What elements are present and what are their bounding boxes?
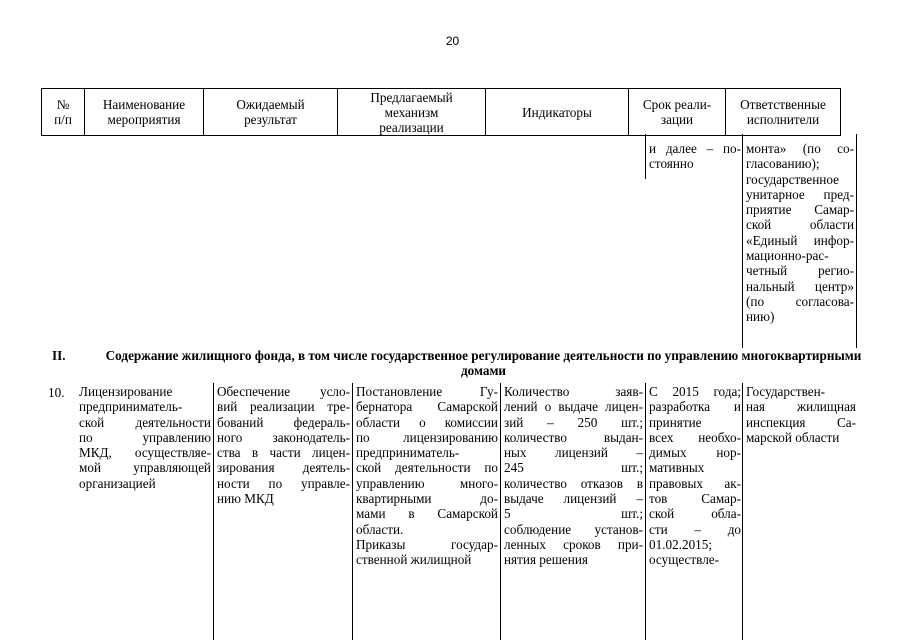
header-col-result: Ожидаемый результат [236, 97, 305, 127]
table-header [41, 88, 841, 136]
row10-mechanism [356, 384, 498, 568]
row10-indicators-text: Количество заяв- лений о выдаче лицен- зий – 250 шт.; количество выдан- ных лицензий – 245 шт.; количество отказов в выдаче лицензий – 5 шт.; соблюдение установ- ленных сроков при- нятия решения [504, 384, 643, 568]
divider-table-right [856, 134, 857, 348]
divider-row10-5 [742, 383, 743, 640]
header-col-indicators: Индикаторы [522, 104, 592, 120]
header-col-mechanism: Предлагаемый механизм реализации [370, 89, 453, 135]
divider-row10-2 [352, 383, 353, 640]
header-col-name: Наименование мероприятия [102, 97, 186, 127]
divider-row10-1 [213, 383, 214, 640]
continuation-term-text: и далее – по- стоянно [649, 141, 741, 172]
row10-result [217, 384, 350, 506]
row10-term [649, 384, 741, 568]
divider-row10-3 [500, 383, 501, 640]
continuation-responsible [746, 141, 854, 325]
row10-responsible-text: Государствен- ная жилищная инспекция Са- марской области [746, 384, 856, 445]
row10-indicators [504, 384, 643, 568]
continuation-term [649, 141, 741, 172]
row10-name-text: Лицензирование предприниматель- ской деятельности по управлению МКД, осуществляе- мой управляющей организацией [79, 384, 211, 491]
row10-result-text: Обеспечение усло- вий реализации тре- бований федераль- ного законодатель- ства в части лицен- зирования деятель- ности по управле- нию МКД [217, 384, 350, 507]
row10-term-text: С 2015 года; разработка и принятие всех необхо- димых нор- мативных правовых ак- тов Самар- ской обла- сти – до 01.02.2015; осуществле- [649, 384, 741, 568]
header-col-num: № п/п [54, 97, 72, 127]
header-col-term: Срок реали- зации [642, 97, 712, 127]
row10-number: 10. [48, 385, 65, 400]
row10-mechanism-text: Постановление Гу- бернатора Самарской области о комиссии по лицензированию предприниматель- ской деятельности по управлению много- квартирными до- мами в Самарской области. Приказы государ- ственной жилищной [356, 384, 498, 568]
section-title: Содержание жилищного фонда, в том числе государственное регулирование деятельности по управлению многоквартирными домами [105, 348, 862, 378]
divider-responsible-left [742, 134, 743, 348]
divider-term-left [645, 134, 646, 179]
continuation-responsible-text: монта» (по со- гласованию); государственное унитарное пред- приятие Самар- ской области «Единый инфор- мационно-рас- четный регио- нальный центр» (по согласова- нию) [746, 141, 854, 325]
page-number: 20 [445, 34, 460, 48]
header-col-responsible: Ответственные исполнители [740, 97, 826, 127]
section-number: II. [52, 348, 66, 363]
divider-row10-4 [645, 383, 646, 640]
row10-name [79, 384, 211, 491]
section-heading [52, 348, 872, 378]
row10-responsible [746, 384, 856, 445]
